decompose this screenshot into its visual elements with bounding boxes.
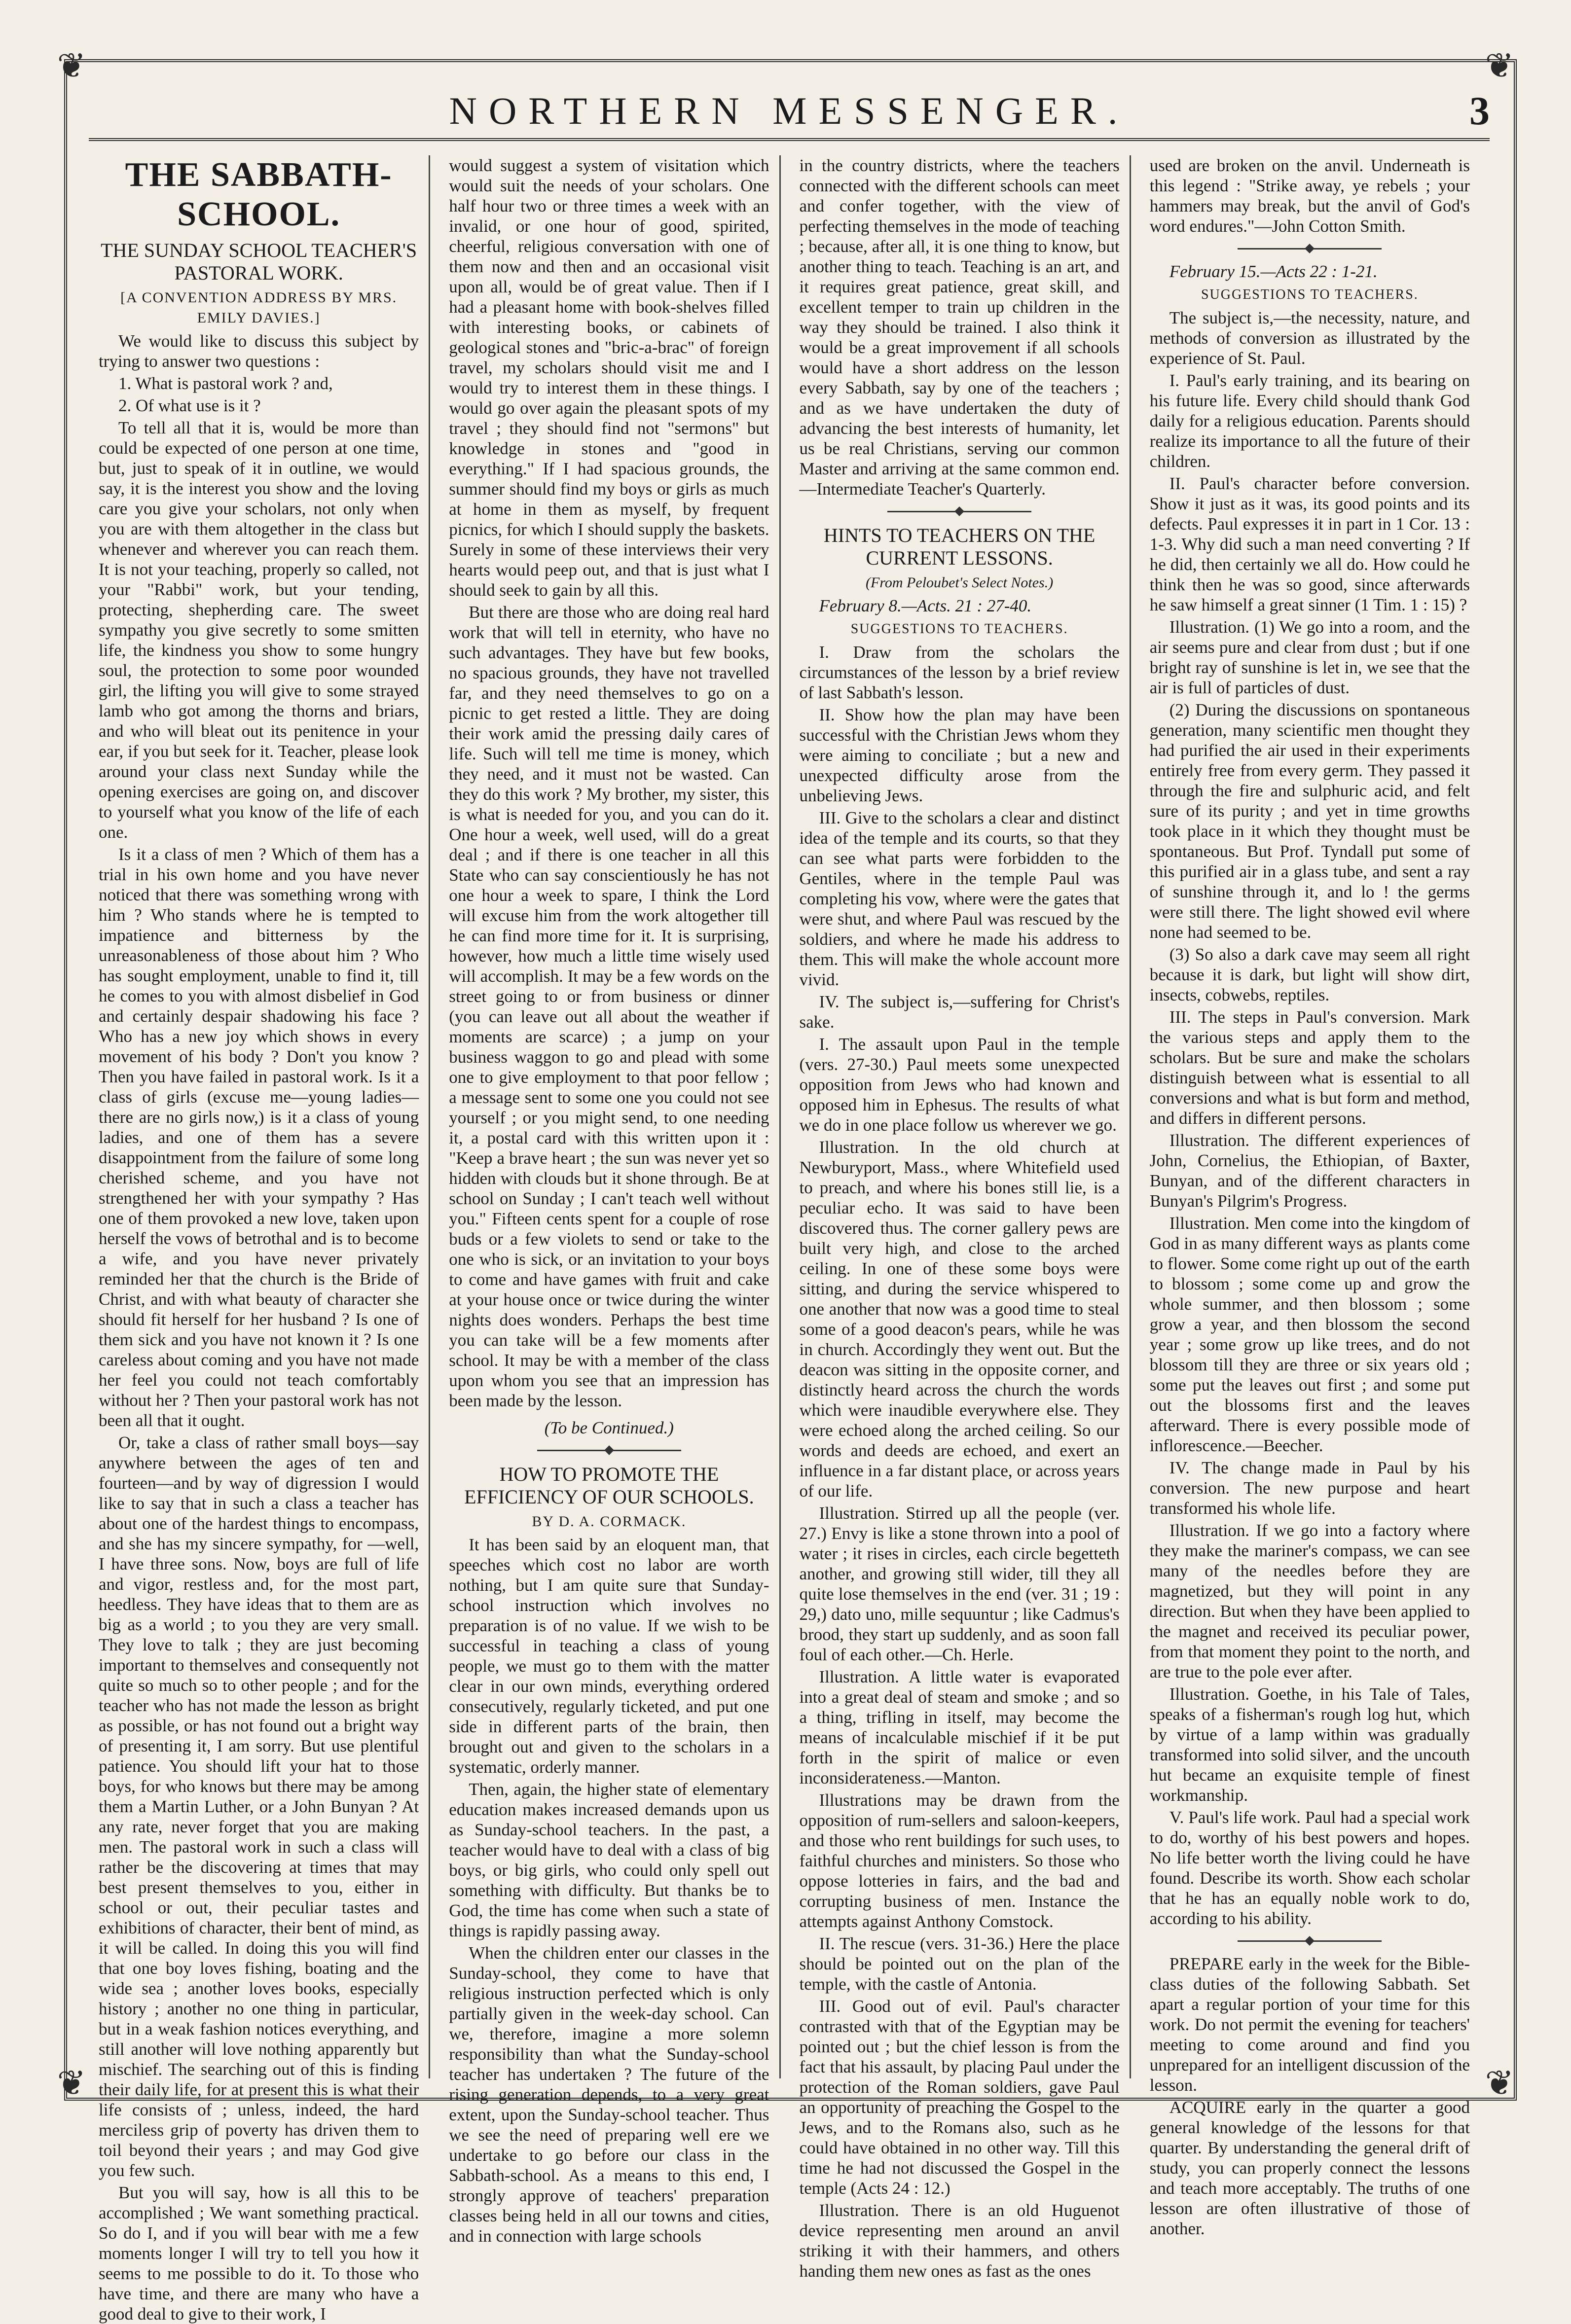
paragraph: Illustration. (1) We go into a room, and the air seems pure and clear from dust ; but if one bright ray of sunshine is let in, we see that the air is full of particles of dust. <box>1149 617 1470 697</box>
paragraph: I. The assault upon Paul in the temple (vers. 27-30.) Paul meets some unexpected opposition from Jews who had known and opposed him in Ephesus. The results of what we do in one place follow us wherever we go. <box>799 1035 1120 1135</box>
lesson-reference: February 15.—Acts 22 : 1-21. <box>1169 262 1378 281</box>
column-2 <box>449 155 780 2246</box>
paragraph: Illustration. The different experiences of John, Cornelius, the Ethiopian, of Baxter, Bunyan, and of the different characters in Bunyan's Pilgrim's Progress. <box>1149 1131 1470 1211</box>
paragraph: Or, take a class of rather small boys—say anywhere between the ages of ten and fourteen—and by way of digression I would like to say that in such a class a teacher has about one of the hardest things to encompass, and she has my sincere sympathy, for —well, I have three sons. Now, boys are full of life and vigor, restless and, for the most part, heedless. They have ideas that to them are as big as a world ; to you they are very small. They love to talk ; they are just becoming important to themselves and consequently not quite so much so to other people ; and for the teacher who has not made the lesson as bright as possible, or has not found out a bright way of presenting it, I am sorry. But use plentiful patience. You should lift your hat to those boys, for who knows but there may be among them a Martin Luther, or a John Bunyan ? At any rate, never forget that you are making men. The pastoral work in such a class will rather be the discovering at times that may best present themselves to you, either in school or out, their peculiar tastes and exhibitions of character, their bent of mind, as it will be called. In doing this you will find that one boy loves fishing, boating and the wide sea ; another loves books, especially history ; another no one thing in particular, but in a weak fashion notices everything, and still another will love nothing apparently but mischief. The searching out of this is finding their daily life, for at present this is what their life consists of ; unless, indeed, the hard merciless grip of poverty has driven them to toil beyond their years ; and may God give you few such. <box>99 1433 419 2180</box>
masthead <box>89 84 1490 141</box>
page-number: 3 <box>1469 88 1490 133</box>
paragraph: (3) So also a dark cave may seem all right because it is dark, but light will show dirt, insects, cobwebs, reptiles. <box>1149 945 1470 1004</box>
article-byline: BY D. A. CORMACK. <box>532 1513 687 1530</box>
article-title: THE SUNDAY SCHOOL TEACHER'S PASTORAL WORK. <box>101 239 417 284</box>
ornamental-rule-icon <box>537 1450 681 1451</box>
paragraph: Is it a class of men ? Which of them has a trial in his own home and you have never noticed that there was something wrong with him ? Who stands where he is tempted to impatience and bitterness by the unreasonableness of those about him ? Who has sought employment, unable to find it, till he comes to you with almost disbelief in God and certainly despair shadowing his face ? Who has a new joy which shows in every movement of his body ? Don't you know ? Then you have failed in pastoral work. Is it a class of girls (excuse me—young ladies—there are no girls now,) is it a class of young ladies, and one of them has a severe disappointment from the failure of some long cherished scheme, and you have not strengthened her with your sympathy ? Has one of them provoked a new love, taken upon herself the vows of betrothal and is to become a wife, and you have never privately reminded her that the church is the Bride of Christ, and with what beauty of character she should fit herself for her husband ? Is one of them sick and you have not known it ? Is one careless about coming and you have not made her feel you could not teach comfortably without her ? Then your pastoral work has not been all that it ought. <box>99 845 419 1430</box>
columns <box>99 155 1480 2324</box>
paragraph: Illustration. Men come into the kingdom of God in as many different ways as plants come to flower. Some come right up out of the earth to blossom ; some come up and grow the whole summer, and then blossom ; some grow a year, and then blossom the second year ; some grow up like trees, and do not blossom till they are three or six years old ; some put the leaves out first ; and some put out the blossoms first and the leaves afterward. There is every possible mode of inflorescence.—Beecher. <box>1149 1214 1470 1455</box>
paragraph: III. The steps in Paul's conversion. Mark the various steps and apply them to the scholars. But be sure and make the scholars distinguish between what is essential to all conversions and what is but form and method, and differs in different persons. <box>1149 1007 1470 1128</box>
paragraph: used are broken on the anvil. Underneath is this legend : "Strike away, ye rebels ; your hammers may break, but the anvil of God's word endures."—John Cotton Smith. <box>1149 156 1470 236</box>
paragraph: II. The rescue (vers. 31-36.) Here the place should be pointed out on the plan of the temple, with the castle of Antonia. <box>799 1934 1120 1994</box>
paragraph: 2. Of what use is it ? <box>118 396 261 415</box>
notice-paragraph: PREPARE early in the week for the Bible-class duties of the following Sabbath. Set apart a regular portion of your time for this work. Do not permit the evening for teachers' meeting to come around and find you unprepared for an intelligent discussion of the lesson. <box>1149 1954 1470 2095</box>
paragraph: in the country districts, where the teachers connected with the different schools can meet and confer together, with the view of perfecting themselves in the mode of teaching ; because, after all, it is one thing to know, but another thing to teach. Teaching is an art, and it requires great patience, great skill, and excellent temper to train up children in the way they should be trained. I also think it would be a great improvement if all schools would have a short address on the lesson every Sabbath, say by one of the teachers ; and as we have undertaken the duty of advancing the best interests of humanity, let us be real Christians, serving our common Master and arriving at the same common end.—Intermediate Teacher's Quarterly. <box>799 156 1120 499</box>
paragraph: Illustration. Goethe, in his Tale of Tales, speaks of a fisherman's rough log hut, which by virtue of a lamp within was gradually transformed into solid silver, and the uncouth hut became an exquisite temple of finest workmanship. <box>1149 1684 1470 1805</box>
paragraph: Illustration. There is an old Huguenot device representing men around an anvil striking it with their hammers, and others handing them new ones as fast as the ones <box>799 2201 1120 2281</box>
paragraph: II. Paul's character before conversion. Show it just as it was, its good points and its defects. Paul expresses it in part in 1 Cor. 13 : 1-3. Why did such a man need converting ? If he did, then certainly we all do. How could he think then he was so good, since afterwards he saw himself a great sinner (1 Tim. 1 : 15) ? <box>1149 474 1470 614</box>
paragraph: (2) During the discussions on spontaneous generation, many scientific men thought they had purified the air used in their experiments entirely free from every germ. They passed it through the fire and sulphuric acid, and felt sure of its purity ; and yet in time growths took place in it which they thought must be spontaneous. But Prof. Tyndall put some of this purified air in a glass tube, and sent a ray of sunshine through it, and lo ! the germs were still there. The light showed evil where none had seemed to be. <box>1149 700 1470 942</box>
paragraph: II. Show how the plan may have been successful with the Christian Jews whom they were aiming to conciliate ; but a new and unexpected difficulty arose from the unbelieving Jews. <box>799 705 1120 805</box>
paragraph: IV. The change made in Paul by his conversion. The new purpose and heart transformed his whole life. <box>1149 1458 1470 1518</box>
ornamental-rule-icon <box>1238 248 1382 250</box>
paragraph: Illustration. In the old church at Newburyport, Mass., where Whitefield used to preach, and where his bones still lie, is a peculiar echo. It was said to have been discovered thus. The corner gallery pews are built very high, and close to the arched ceiling. In one of these some boys were sitting, and during the service whispered to one another that now was a good time to steal some of a good deacon's pears, while he was in church. Accordingly they went out. But the deacon was sitting in the opposite corner, and distinctly heard across the church the words which were inaudible everywhere else. They were echoed along the arched ceiling. So our words and deeds are echoed, and exert an influence in a far distant place, or across years of our life. <box>799 1138 1120 1501</box>
paragraph: Illustration. A little water is evaporated into a great deal of steam and smoke ; and so a thing, trifling in itself, may become the means of incalculable mischief if it be put forth in the spirit of malice or even inconsiderateness.—Manton. <box>799 1667 1120 1788</box>
paragraph: We would like to discuss this subject by trying to answer two questions : <box>99 331 419 371</box>
paragraph: III. Give to the scholars a clear and distinct idea of the temple and its courts, so that they can see what parts were forbidden to the Gentiles, where in the temple Paul was completing his vow, where were the gates that were shut, and where Paul was rescued by the soldiers, and where he made his address to them. This will make the whole account more vivid. <box>799 808 1120 989</box>
article-byline: [A CONVENTION ADDRESS BY MRS. EMILY DAVIES.] <box>120 289 398 326</box>
floral-corner-icon: ❦ <box>57 2065 86 2103</box>
article-title: HOW TO PROMOTE THE EFFICIENCY OF OUR SCHOOLS. <box>464 1463 754 1508</box>
paragraph: To tell all that it is, would be more than could be expected of one person at one time, but, just to speak of it in outline, we would say, it is the interest you show and the loving care you give your scholars, not only when you are with them altogether in the class but whenever and wherever you can reach them. It is not your teaching, properly so called, not your "Rabbi" work, but your tending, protecting, shepherding care. The sweet sympathy you give secretly to some smitten life, the kindness you show to some hungry soul, the protection to some poor wounded girl, the lifting you will give to some strayed lamb who got among the thorns and briars, and who will bleat out its penitence in your ear, if you but seek for it. Teacher, please look around your class next Sunday while the opening exercises are going on, and discover to yourself what you know of the life of each one. <box>99 418 419 842</box>
paragraph: The subject is,—the necessity, nature, and methods of conversion as illustrated by the experience of St. Paul. <box>1149 308 1470 368</box>
column-1 <box>99 155 430 2324</box>
paragraph: Illustration. If we go into a factory where they make the mariner's compass, we can see many of the needles before they are magnetized, but they will point in any direction. But when they have been applied to the magnet and received its peculiar power, from that moment they point to the north, and are true to the pole ever after. <box>1149 1521 1470 1681</box>
paragraph: Illustrations may be drawn from the opposition of rum-sellers and saloon-keepers, and those who rent buildings for such uses, to faithful churches and ministers. So those who oppose lotteries in fairs, and the bad and corrupting business of men. Instance the attempts against Anthony Comstock. <box>799 1790 1120 1931</box>
floral-corner-icon: ❦ <box>1485 2065 1514 2103</box>
paragraph: Then, again, the higher state of elementary education makes increased demands upon us as Sunday-school teachers. In the past, a teacher would have to deal with a class of big boys, or big girls, who could only spell out something with difficulty. But thanks be to God, the time has come when such a state of things is rapidly passing away. <box>449 1780 769 1940</box>
paragraph: But there are those who are doing real hard work that will tell in eternity, who have no such advantages. They have but few books, no spacious grounds, they have not travelled far, and they need themselves to go on a picnic to get rested a little. They are doing their work amid the pressing daily cares of life. Such will tell me time is money, which they need, and it must not be wasted. Can they do this work ? My brother, my sister, this is what is needed for you, and you can do it. One hour a week, well used, will do a great deal ; and if there is one teacher in all this State who can say conscientiously he has not one hour a week to spare, I think the Lord will excuse him from the work altogether till he can find more time for it. It is surprising, however, how much a little time wisely used will accomplish. It may be a few words on the street going to or from business or dinner (you can leave out all about the weather if moments are scarce) ; a jump on your business waggon to go and plead with some one to give employment to that poor fellow ; a message sent to some one you could not see yourself ; or you might send, to one needing it, a postal card with this written upon it : "Keep a brave heart ; the sun was never yet so hidden with clouds but it shone through. Be at school on Sunday ; I can't teach well without you." Fifteen cents spent for a couple of rose buds or a few violets to send or take to the one who is sick, or an invitation to your boys to come and have games with fruit and cake at your house once or twice during the winter nights does wonders. Perhaps the best time you can take will be a few moments after school. It may be with a member of the class upon whom you see that an impression has been made by the lesson. <box>449 603 769 1410</box>
paragraph: III. Good out of evil. Paul's character contrasted with that of the Egyptian may be pointed out ; but the chief lesson is from the fact that his assault, by placing Paul under the protection of the Roman soldiers, gave Paul an opportunity of preaching the Gospel to the Jews, and to the Romans also, such as he could have obtained in no other way. Till this time he had not discussed the Gospel in the temple (Acts 24 : 12.) <box>799 1997 1120 2198</box>
paragraph: V. Paul's life work. Paul had a special work to do, worthy of his best powers and hopes. No life better worth the living could he have found. Describe its worth. Show each scholar that he has an equally noble work to do, according to his ability. <box>1149 1808 1470 1928</box>
paragraph: 1. What is pastoral work ? and, <box>118 374 333 393</box>
paragraph: But you will say, how is all this to be accomplished ; We want something practical. So do I, and if you will bear with me a few moments longer I will try to tell you how it seems to me possible to do it. To those who have time, and there are many who have a good deal to give to their work, I <box>99 2183 419 2324</box>
section-heading: THE SABBATH-SCHOOL. <box>125 156 393 233</box>
article-source: (From Peloubet's Select Notes.) <box>866 574 1054 591</box>
paragraph: It has been said by an eloquent man, that speeches which cost no labor are worth nothing, but I am quite sure that Sunday-school instruction which involves no preparation is of no value. If we wish to be successful in teaching a class of young people, we must go to them with the matter clear in our own minds, everything ordered consecutively, regularly ticketed, and put one side in different parts of the brain, then brought out and given to the scholars in a systematic, orderly manner. <box>449 1535 769 1777</box>
paragraph: When the children enter our classes in the Sunday-school, they come to have that religious instruction perfected which is only partially given in the week-day school. Can we, therefore, imagine a more solemn responsibility than what the Sunday-school teacher has undertaken ? The future of the rising generation depends, to a very great extent, upon the Sunday-school teacher. Thus we see the need of preparing well ere we undertake to go before our class in the Sabbath-school. As a means to this end, I strongly approve of teachers' preparation classes being held in all our towns and cities, and in connection with large schools <box>449 1943 769 2246</box>
newspaper-title: NORTHERN MESSENGER. <box>449 89 1130 132</box>
notice-paragraph: ACQUIRE early in the quarter a good general knowledge of the lessons for that quarter. By understanding the general drift of study, you can properly connect the lessons and teach more acceptably. The truths of one lesson are often illustrative of those of another. <box>1149 2098 1470 2238</box>
paragraph: IV. The subject is,—suffering for Christ's sake. <box>799 992 1120 1032</box>
paragraph: I. Paul's early training, and its bearing on his future life. Every child should thank God daily for a religious education. Parents should realize its importance to all the future of their children. <box>1149 371 1470 471</box>
paragraph: would suggest a system of visitation which would suit the needs of your scholars. One half hour two or three times a week with an invalid, or one hour of good, spirited, cheerful, religious conversation with one of them now and then and an occasional visit upon all, would be of great value. Then if I had a pleasant home with book-shelves filled with interesting books, or cabinets of geological stones and "bric-a-brac" of foreign travel, my scholars should visit me and I would try to interest them in these things. I would go over again the pleasant spots of my travel ; they should find not "sermons" but knowledge in stones and "good in everything." If I had spacious grounds, the summer should find my boys or girls as much at home in them as myself, by frequent picnics, for which I should supply the baskets. Surely in some of these interviews their very hearts would peep out, and that is just what I should seek to gain by all this. <box>449 156 769 600</box>
floral-corner-icon: ❦ <box>1485 47 1514 85</box>
subheading: SUGGESTIONS TO TEACHERS. <box>850 621 1068 637</box>
article-body <box>99 331 419 2324</box>
paragraph: Illustration. Stirred up all the people (ver. 27.) Envy is like a stone thrown into a pool of water ; it rises in circles, each circle begetteth another, and growing still wider, till they all quite lose themselves in the end (ver. 31 ; 19 : 29,) dato uno, mille sequuntur ; like Cadmus's brood, they start up suddenly, and as soon fall foul of each other.—Ch. Herle. <box>799 1503 1120 1664</box>
floral-corner-icon: ❦ <box>57 47 86 85</box>
paragraph: I. Draw from the scholars the circumstances of the lesson by a brief review of last Sabbath's lesson. <box>799 643 1120 702</box>
article-title: HINTS TO TEACHERS ON THE CURRENT LESSONS. <box>823 524 1096 569</box>
ornamental-rule-icon <box>887 511 1031 512</box>
subheading: SUGGESTIONS TO TEACHERS. <box>1201 287 1419 302</box>
to-be-continued: (To be Continued.) <box>544 1418 674 1437</box>
ornamental-rule-icon <box>1238 1940 1382 1942</box>
column-4 <box>1149 155 1480 2238</box>
column-3 <box>799 155 1131 2281</box>
lesson-reference: February 8.—Acts. 21 : 27-40. <box>819 596 1032 615</box>
